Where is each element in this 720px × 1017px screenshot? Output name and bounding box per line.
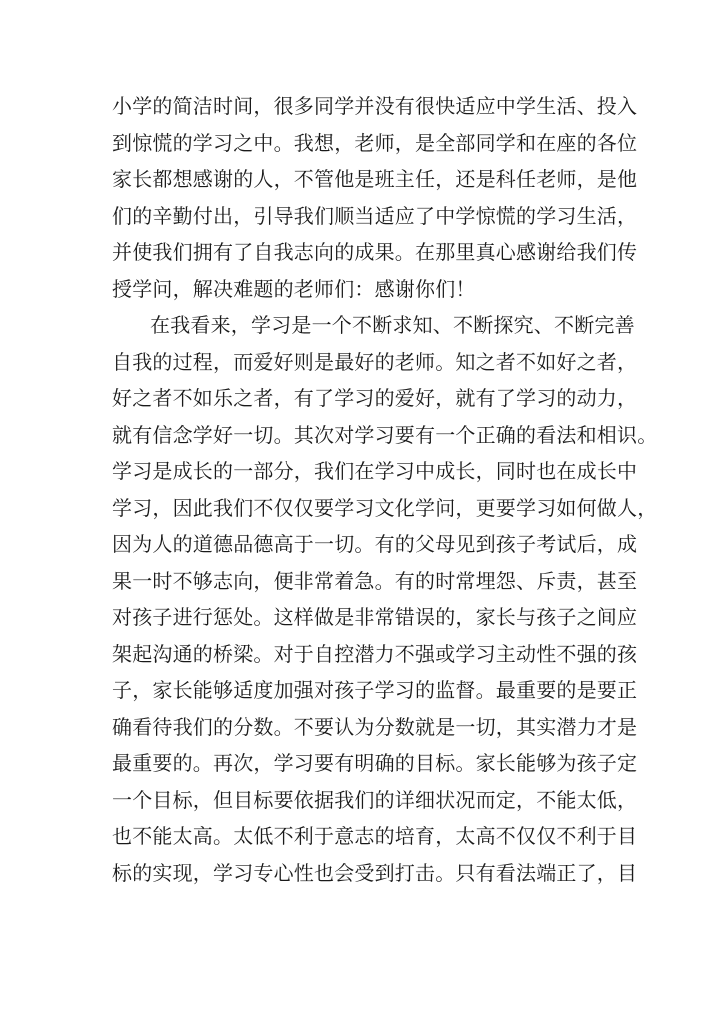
text-line: 标的实现，学习专心性也会受到打击。只有看法端正了，目 xyxy=(112,860,638,885)
text-line: 一个目标，但目标要依据我们的详细状况而定，不能太低， xyxy=(112,787,638,812)
paragraph-first-line: 在我看来，学习是一个不断求知、不断探究、不断完善 xyxy=(150,313,635,337)
text-line: 自我的过程，而爱好则是最好的老师。知之者不如好之者， xyxy=(112,349,638,374)
text-line: 学习，因此我们不仅仅要学习文化学问，更要学习如何做人， xyxy=(112,495,658,520)
text-line: 授学问，解决难题的老师们：感谢你们！ xyxy=(112,276,476,301)
text-line: 最重要的。再次，学习要有明确的目标。家长能够为孩子定 xyxy=(112,751,638,775)
text-line: 家长都想感谢的人，不管他是班主任，还是科任老师，是他 xyxy=(112,167,638,191)
text-line: 就有信念学好一切。其次对学习要有一个正确的看法和相识。 xyxy=(112,422,658,447)
text-line: 对孩子进行惩处。这样做是非常错误的，家长与孩子之间应 xyxy=(112,605,638,629)
text-line: 子，家长能够适度加强对孩子学习的监督。最重要的是要正 xyxy=(112,678,638,702)
text-line: 因为人的道德品德高于一切。有的父母见到孩子考试后，成 xyxy=(112,532,638,556)
text-line: 并使我们拥有了自我志向的成果。在那里真心感谢给我们传 xyxy=(112,240,638,264)
text-line: 果一时不够志向，便非常着急。有的时常埋怨、斥责，甚至 xyxy=(112,568,638,593)
text-line: 学习是成长的一部分，我们在学习中成长，同时也在成长中 xyxy=(112,459,638,483)
text-line: 架起沟通的桥梁。对于自控潜力不强或学习主动性不强的孩 xyxy=(112,641,638,666)
text-line: 到惊慌的学习之中。我想，老师，是全部同学和在座的各位 xyxy=(112,130,638,155)
text-line: 小学的简洁时间，很多同学并没有很快适应中学生活、投入 xyxy=(112,94,638,118)
text-line: 们的辛勤付出，引导我们顺当适应了中学惊慌的学习生活， xyxy=(112,203,638,228)
text-line: 好之者不如乐之者，有了学习的爱好，就有了学习的动力， xyxy=(112,386,638,410)
text-line: 确看待我们的分数。不要认为分数就是一切，其实潜力才是 xyxy=(112,714,638,739)
text-line: 也不能太高。太低不利于意志的培育，太高不仅仅不利于目 xyxy=(112,824,638,848)
